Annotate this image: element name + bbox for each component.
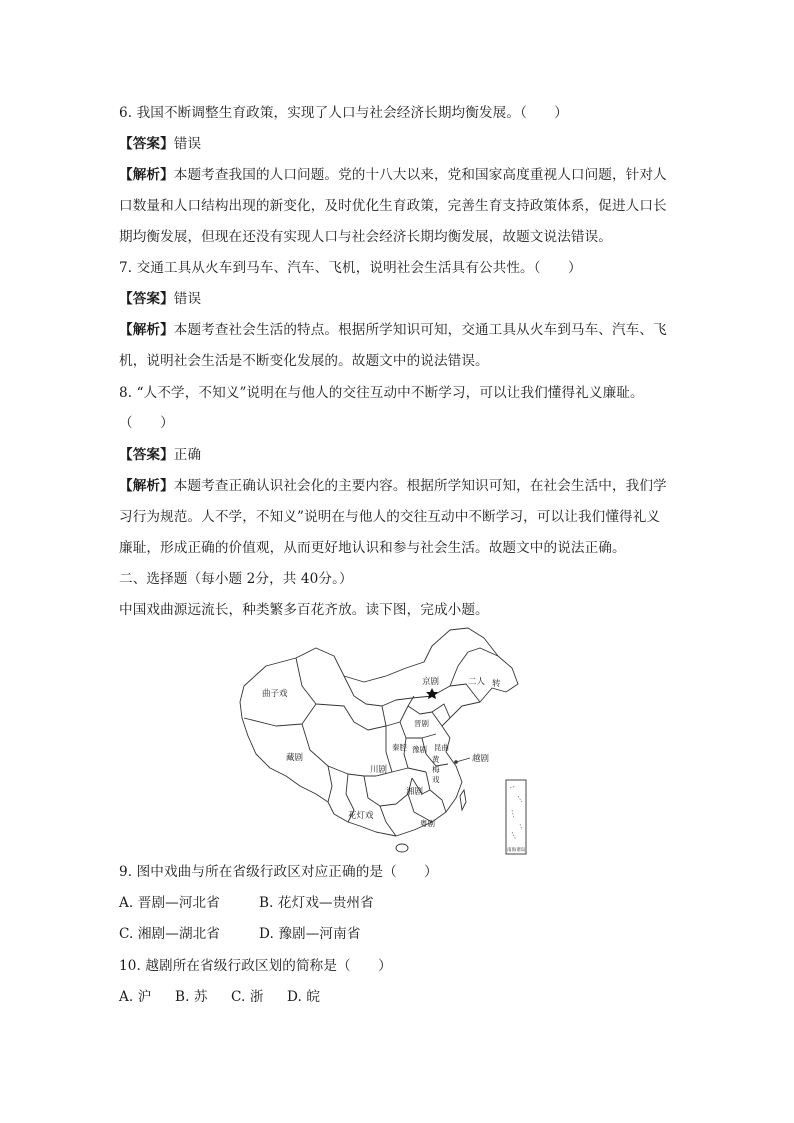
- map-label-huangmei-1: 黄: [432, 755, 440, 764]
- map-label-chuanju: 川剧: [370, 765, 388, 775]
- q6-answer-tag: 【答案】: [119, 136, 174, 152]
- q6-analysis-line-3: 期均衡发展，但现在还没有实现人口与社会经济长期均衡发展，故题文说法错误。: [119, 229, 612, 245]
- q10-options-row: [119, 988, 679, 1006]
- map-label-yueju-gd: 粤剧: [420, 819, 435, 828]
- map-label-jingju: 京剧: [422, 677, 440, 687]
- map-label-inset: 南海诸岛: [507, 848, 526, 853]
- hainan-island: [396, 844, 408, 852]
- q10-option-c[interactable]: C. 浙: [231, 989, 264, 1005]
- q9-options-row-2: [119, 925, 679, 943]
- q9-options-row-1: [119, 894, 679, 912]
- q8-question-line-2: （ ）: [119, 415, 174, 431]
- taiwan-island: [460, 790, 466, 810]
- map-label-qinqiang: 秦腔: [392, 743, 407, 752]
- q8-answer-value: 正确: [173, 447, 202, 463]
- map-label-huangmei-2: 梅: [432, 765, 440, 774]
- q9-option-a[interactable]: A. 晋剧—河北省: [119, 895, 220, 911]
- south-sea-inset: [506, 780, 526, 854]
- q8-analysis-line-1: [119, 477, 679, 495]
- q6-analysis-line-2: 口数量和人口结构出现的新变化，及时优化生育政策，完善生育支持政策体系，促进人口长: [119, 198, 667, 214]
- q7-question: 7. 交通工具从火车到马车、汽车、飞机，说明社会生活具有公共性。（ ）: [119, 260, 582, 276]
- capital-star-icon: [426, 688, 438, 699]
- map-label-huadengxi: 花灯戏: [348, 811, 374, 821]
- map-label-errenzhuan-1: 二人: [468, 677, 486, 687]
- section-intro: 中国戏曲源远流长，种类繁多百花齐放。读下图，完成小题。: [119, 602, 489, 618]
- map-label-errenzhuan-2: 转: [492, 679, 501, 689]
- q9-option-b[interactable]: B. 花灯戏—贵州省: [259, 895, 374, 911]
- q10-option-b[interactable]: B. 苏: [175, 989, 208, 1005]
- q8-analysis-text: 本题考查正确认识社会化的主要内容。根据所学知识可知，在社会生活中，我们学: [173, 478, 667, 494]
- china-opera-map: [236, 626, 528, 856]
- q7-answer-value: 错误: [173, 291, 202, 307]
- map-label-quzixi: 曲子戏: [262, 689, 288, 699]
- q7-answer-tag: 【答案】: [119, 291, 174, 307]
- q6-analysis-line-1: [119, 166, 679, 184]
- q6-answer-value: 错误: [173, 136, 202, 152]
- q7-answer: [119, 290, 679, 308]
- yueju-pointer: [456, 758, 470, 762]
- q8-analysis-line-3: 廉耻，形成正确的价值观，从而更好地认识和参与社会生活。故题文中的说法正确。: [119, 540, 626, 556]
- map-label-jinju: 晋剧: [414, 719, 429, 728]
- q7-analysis-text: 本题考查社会生活的特点。根据所学知识可知，交通工具从火车到马车、汽车、飞: [173, 322, 667, 338]
- q10-option-d[interactable]: D. 皖: [287, 989, 321, 1005]
- map-label-yueju-zj: 越剧: [472, 754, 490, 764]
- section-title: 二、选择题（每小题 2分，共 40分。）: [119, 571, 353, 587]
- q6-question: 6. 我国不断调整生育政策，实现了人口与社会经济长期均衡发展。（ ）: [119, 105, 568, 121]
- china-map-svg: [236, 626, 528, 856]
- map-label-huangmei-3: 戏: [432, 775, 440, 784]
- q6-answer: [119, 135, 679, 153]
- map-label-kunqu: 昆曲: [434, 743, 449, 752]
- q10-option-a[interactable]: A. 沪: [119, 989, 152, 1005]
- q7-analysis-line-1: [119, 321, 679, 339]
- q9-option-c[interactable]: C. 湘剧—湖北省: [119, 926, 221, 942]
- q6-analysis-tag: 【解析】: [119, 167, 174, 183]
- q10-question: 10. 越剧所在省级行政区划的简称是（ ）: [119, 958, 392, 974]
- q6-analysis-text: 本题考查我国的人口问题。党的十八大以来，党和国家高度重视人口问题，针对人: [173, 167, 667, 183]
- q7-analysis-line-2: 机，说明社会生活是不断变化发展的。故题文中的说法错误。: [119, 353, 489, 369]
- q9-option-d[interactable]: D. 豫剧—河南省: [259, 926, 361, 942]
- q8-analysis-line-2: 习行为规范。人不学，不知义”说明在与他人的交往互动中不断学习，可以让我们懂得礼义: [119, 509, 661, 525]
- q8-analysis-tag: 【解析】: [119, 478, 174, 494]
- q7-analysis-tag: 【解析】: [119, 322, 174, 338]
- map-label-xiangju: 湘剧: [406, 787, 424, 797]
- q9-question: 9. 图中戏曲与所在省级行政区对应正确的是（ ）: [119, 864, 438, 880]
- q8-question-line-1: 8. “人不学，不知义”说明在与他人的交往互动中不断学习，可以让我们懂得礼义廉耻。: [119, 385, 644, 401]
- map-label-zangju: 藏剧: [286, 753, 304, 763]
- q8-answer-tag: 【答案】: [119, 447, 174, 463]
- q8-answer: [119, 446, 679, 464]
- map-label-yuju: 豫剧: [412, 745, 427, 754]
